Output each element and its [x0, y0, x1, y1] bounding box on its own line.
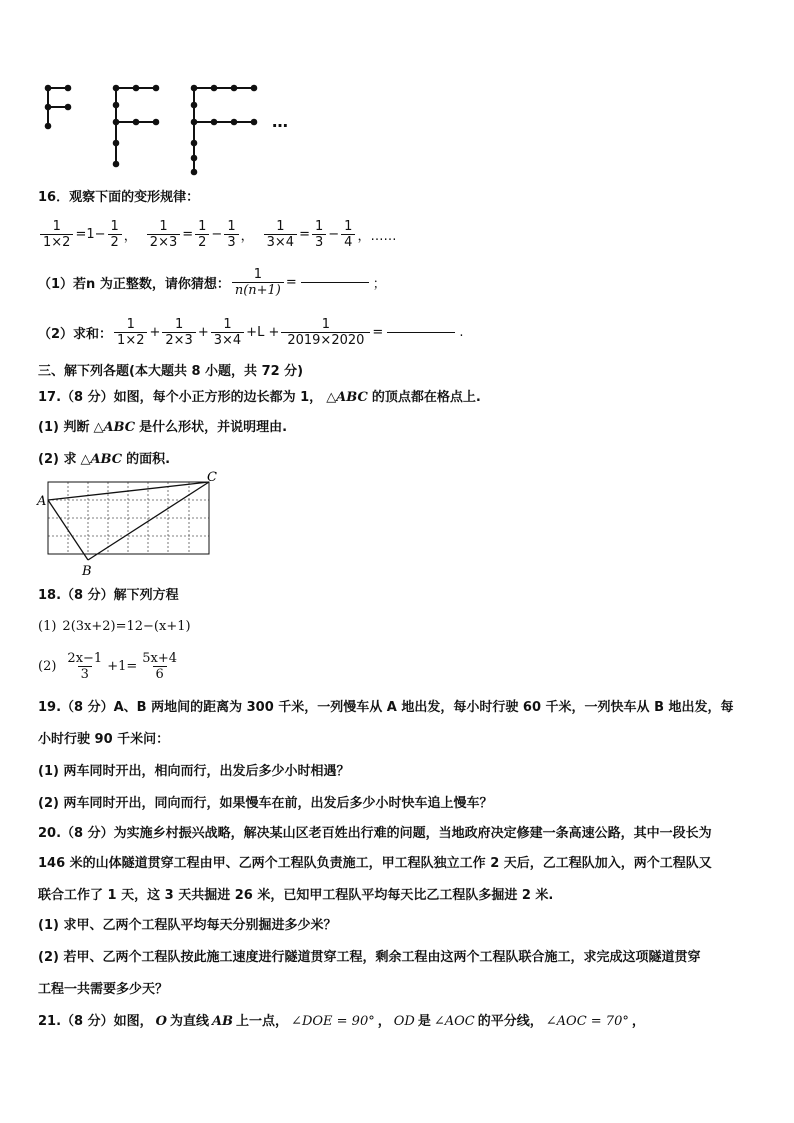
- q21-angle-aoc: ∠AOC: [433, 1014, 475, 1029]
- matchstick-pattern-figure: [40, 80, 300, 180]
- frac-den: 2×3: [162, 332, 195, 348]
- q16-p2-term3: [211, 317, 244, 348]
- q17-part2: [38, 448, 170, 467]
- frac-den: 2019×2020: [281, 332, 370, 348]
- q21-mid1: 为直线: [169, 1014, 209, 1029]
- q21-angle-aoc-value: ∠AOC = 70°: [545, 1014, 629, 1029]
- q18-eq2-left-frac: [64, 651, 105, 682]
- q16-part1: [38, 262, 386, 302]
- q16-p2-eq: =: [372, 324, 384, 340]
- q17-title-post: 的顶点都在格点上.: [371, 390, 481, 405]
- frac-den: 6: [153, 666, 167, 682]
- frac-den: 3: [224, 234, 238, 250]
- q16-ex2-minus: −: [211, 226, 223, 242]
- q16-p1-end: ；: [372, 276, 386, 292]
- q16-ex3-r1: [341, 219, 355, 250]
- q16-ex2-sep: ，: [240, 228, 254, 244]
- q16-ex1-r1: [108, 219, 122, 250]
- frac-den: 1×2: [40, 234, 73, 250]
- q16-ex2-r1: [224, 219, 238, 250]
- q18-equation-2: [38, 646, 182, 686]
- q16-title: 16．观察下面的变形规律：: [38, 190, 200, 205]
- frac-num: 1: [321, 316, 331, 332]
- q16-examples: [38, 214, 396, 254]
- frac-num: 1: [223, 316, 232, 332]
- q20-line-1: 20.（8 分）为实施乡村振兴战略，解决某山区老百姓出行难的问题，当地政府决定修建一条高速公路，其中一段长为: [38, 826, 712, 841]
- q17-p2-pre: (2) 求: [38, 452, 77, 467]
- frac-den: 2: [195, 234, 209, 250]
- q16-p2-end: .: [459, 324, 464, 340]
- q16-ex1-lhs: [40, 219, 73, 250]
- q16-p1-prefix: （1）若n 为正整数，请你猜想：: [38, 276, 230, 292]
- q16-p2-term2: [162, 317, 195, 348]
- q16-ex3-sep: ，……: [357, 228, 397, 244]
- frac-num: 1: [344, 218, 353, 234]
- q17-p2-post: 的面积.: [126, 452, 171, 467]
- q21-end: ，: [631, 1014, 645, 1029]
- q16-p1-answer-blank[interactable]: [301, 282, 369, 283]
- q16-p2-prefix: （2）求和：: [38, 326, 113, 342]
- q18-eq2-mid: +1=: [107, 658, 138, 674]
- q17-title-pre: 17.（8 分）如图，每个小正方形的边长都为 1，: [38, 390, 323, 405]
- plus-sign: +: [149, 324, 161, 340]
- frac-den: 4: [341, 234, 355, 250]
- frac-num: 1: [227, 218, 236, 234]
- q16-p2-answer-blank[interactable]: [387, 332, 455, 333]
- q20-part2-line-2: 工程一共需要多少天？: [38, 982, 169, 997]
- frac-num: 1: [314, 218, 324, 234]
- q18-eq1-expression: 2(3x+2)=12−(x+1): [62, 618, 191, 634]
- vertex-a-label: A: [37, 494, 47, 509]
- q16-ex1-sep: ，: [123, 228, 137, 244]
- q21-line-ab: AB: [211, 1014, 234, 1029]
- q21-pre: 21.（8 分）如图，: [38, 1014, 153, 1029]
- frac-num: 1: [198, 218, 207, 234]
- q16-p2-last-term: [281, 317, 370, 348]
- matchstick-ellipsis: …: [272, 112, 288, 131]
- q16-ex3-r0: [312, 219, 326, 250]
- q19-part1: (1) 两车同时开出，相向而行，出发后多少小时相遇？: [38, 764, 350, 779]
- vertex-b-label: B: [82, 564, 92, 579]
- q18-eq2-right-frac: [139, 651, 180, 682]
- frac-num: 5x+4: [142, 650, 178, 666]
- q16-p2-ellipsis: +L +: [246, 324, 280, 340]
- q16-ex1-eq: =1−: [75, 226, 106, 242]
- q16-ex3-minus: −: [328, 226, 340, 242]
- q17-triangle-symbol: △ABC: [326, 390, 368, 405]
- q21-point-o: O: [155, 1014, 167, 1029]
- frac-den: 1×2: [114, 332, 147, 348]
- q20-line-2: 146 米的山体隧道贯穿工程由甲、乙两个工程队负责施工，甲工程队独立工作 2 天后，乙工程队加入，两个工程队又: [38, 856, 712, 871]
- q21-line: [38, 1010, 645, 1029]
- q17-p1-post: 是什么形状，并说明理由.: [139, 420, 288, 435]
- q16-p1-eq: =: [285, 274, 297, 290]
- q18-title: 18.（8 分）解下列方程: [38, 588, 179, 603]
- q18-equation-1: [38, 612, 191, 640]
- q21-mid2: 上一点，: [236, 1014, 289, 1029]
- q19-part2: (2) 两车同时开出，同向而行，如果慢车在前，出发后多少小时快车追上慢车？: [38, 796, 493, 811]
- frac-den: 3×4: [211, 332, 244, 348]
- q21-ray-od: OD: [393, 1014, 415, 1029]
- frac-den: 3: [78, 666, 92, 682]
- frac-num: 2x−1: [67, 650, 103, 666]
- section-3-header: 三、解下列各题(本大题共 8 小题，共 72 分): [38, 364, 304, 379]
- q16-p2-term1: [114, 317, 147, 348]
- plus-sign: +: [197, 324, 209, 340]
- q21-angle-doe: ∠DOE = 90°: [291, 1014, 375, 1029]
- q20-line-3: 联合工作了 1 天，这 3 天共掘进 26 米，已知甲工程队平均每天比乙工程队多掘进 2 米.: [38, 888, 554, 903]
- frac-num: 1: [126, 316, 135, 332]
- q21-mid5: 的平分线，: [477, 1014, 543, 1029]
- q20-part2-line-1: (2) 若甲、乙两个工程队按此施工速度进行隧道贯穿工程，剩余工程由这两个工程队联合施工，求完成这项隧道贯穿: [38, 950, 701, 965]
- q17-part1: [38, 416, 287, 435]
- frac-den: n(n+1): [232, 282, 284, 298]
- q18-eq1-index: (1): [38, 618, 57, 634]
- frac-den: 3: [312, 234, 326, 250]
- q21-mid4: 是: [417, 1014, 431, 1029]
- q16-ex3-eq: =: [299, 226, 310, 242]
- q17-grid-triangle-figure: [34, 470, 224, 580]
- q19-line-1: 19.（8 分）A、B 两地间的距离为 300 千米，一列慢车从 A 地出发，每小时行驶 60 千米，一列快车从 B 地出发，每: [38, 700, 734, 715]
- frac-den: 3×4: [264, 234, 297, 250]
- q16-ex2-r0: [195, 219, 209, 250]
- q19-line-2: 小时行驶 90 千米问：: [38, 732, 170, 747]
- q17-triangle-symbol: △ABC: [93, 420, 136, 435]
- q16-ex2-lhs: [147, 219, 180, 250]
- q20-part1: (1) 求甲、乙两个工程队平均每天分别掘进多少米？: [38, 918, 337, 933]
- frac-num: 1: [110, 218, 119, 234]
- frac-den: 2: [108, 234, 122, 250]
- frac-num: 1: [52, 218, 61, 234]
- q16-part2: [38, 312, 463, 352]
- q17-p1-pre: (1) 判断: [38, 420, 90, 435]
- frac-num: 1: [253, 266, 262, 282]
- frac-num: 1: [159, 218, 168, 234]
- q21-mid3: ，: [377, 1014, 391, 1029]
- q17-title: [38, 386, 481, 405]
- q17-triangle-symbol: △ABC: [80, 452, 123, 467]
- q16-ex3-lhs: [264, 219, 297, 250]
- vertex-c-label: C: [207, 470, 217, 485]
- frac-num: 1: [174, 316, 184, 332]
- q16-p1-frac: [232, 267, 284, 298]
- frac-den: 2×3: [147, 234, 180, 250]
- frac-num: 1: [276, 218, 285, 234]
- q18-eq2-index: (2): [38, 658, 57, 674]
- q16-ex2-eq: =: [182, 226, 194, 242]
